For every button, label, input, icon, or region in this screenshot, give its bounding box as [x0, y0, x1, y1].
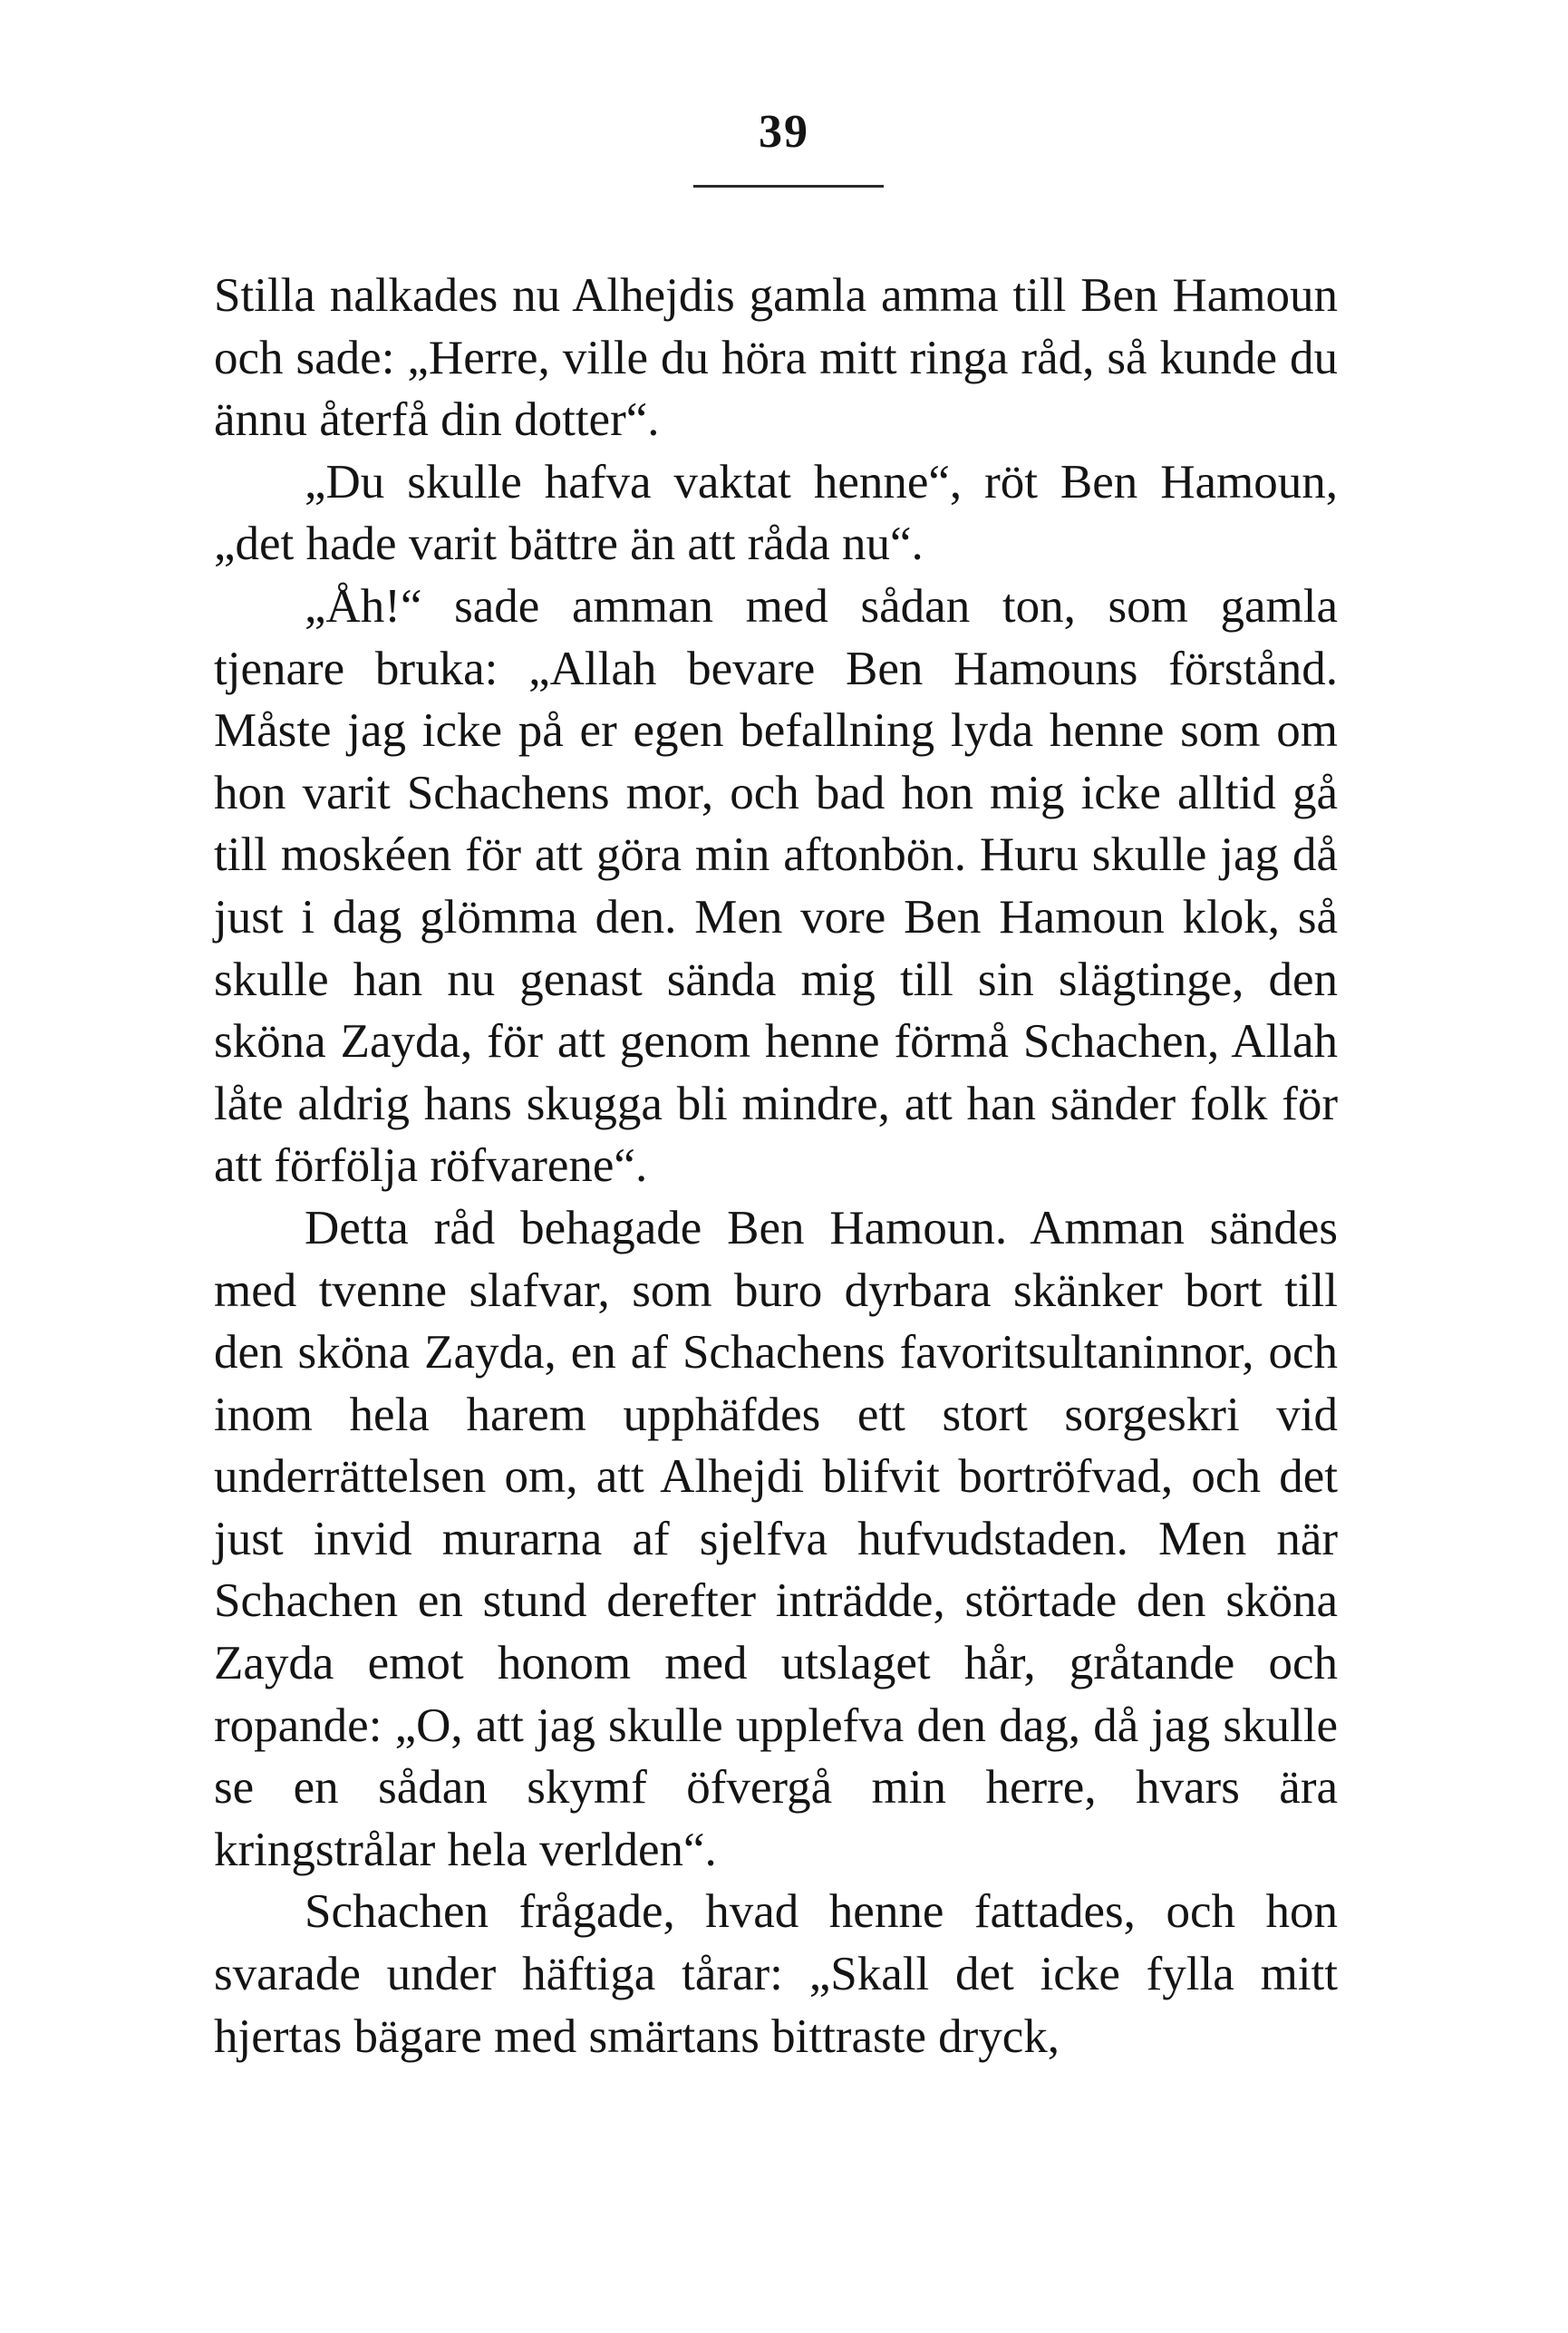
- paragraph-3: „Åh!“ sade amman med sådan ton, som gamla tjenare bruka: „Allah bevare Ben Hamouns förstånd. Måste jag icke på er egen befallning lyda henne som om hon varit Schachens mor, och bad hon mig icke alltid gå till moskéen för att göra min aftonbön. Huru skulle jag då just i dag glömma den. Men vore Ben Hamoun klok, så skulle han nu genast sända mig till sin slägtinge, den sköna Zayda, för att genom henne förmå Schachen, Allah låte aldrig hans skugga bli mindre, att han sänder folk för att förfölja röfvarene“.: [214, 579, 1338, 1193]
- page-number: 39: [759, 106, 809, 158]
- paragraph-1: Stilla nalkades nu Alhejdis gamla amma till Ben Hamoun och sade: „Herre, ville du höra mitt ringa råd, så kunde du ännu återfå din dotter“.: [214, 269, 1338, 447]
- paragraph-4: Detta råd behagade Ben Hamoun. Amman sändes med tvenne slafvar, som buro dyrbara skänker bort till den sköna Zayda, en af Schachens favoritsultaninnor, och inom hela harem upphäfdes ett stort sorgeskri vid underrättelsen om, att Alhejdi blifvit bortröfvad, och det just invid murarna af sjelfva hufvudstaden. Men när Schachen en stund derefter inträdde, störtade den sköna Zayda emot honom med utslaget hår, gråtande och ropande: „O, att jag skulle upplefva den dag, då jag skulle se en sådan skymf öfvergå min herre, hvars ära kringstrålar hela verlden“.: [214, 1201, 1338, 1876]
- paragraph-2: „Du skulle hafva vaktat henne“, röt Ben Hamoun, „det hade varit bättre än att råda nu“.: [214, 455, 1338, 571]
- body-text: [214, 265, 1338, 2067]
- paragraph-5: Schachen frågade, hvad henne fattades, och hon svarade under häftiga tårar: „Skall det icke fylla mitt hjertas bägare med smärtans bittraste dryck,: [214, 1885, 1338, 2063]
- header-rule: [693, 185, 884, 188]
